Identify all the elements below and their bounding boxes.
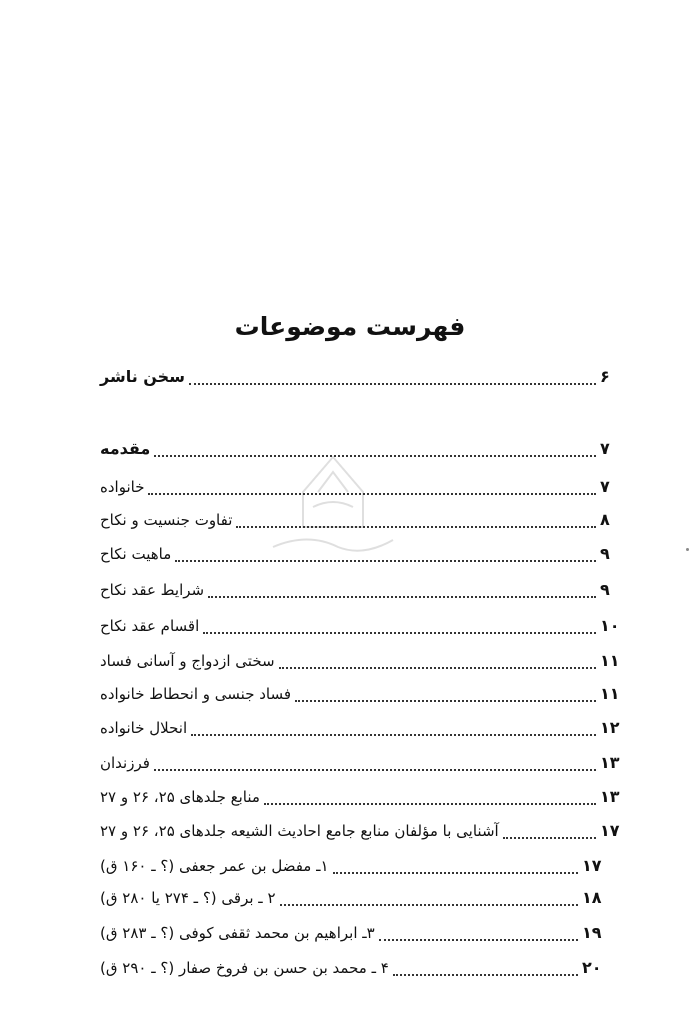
toc-entry-page: ۱۸ (582, 888, 602, 907)
toc-dot-leader (503, 823, 596, 839)
toc-dot-leader (175, 546, 596, 562)
toc-entry[interactable] (100, 541, 624, 565)
toc-dot-leader (208, 582, 596, 598)
toc-dot-leader (236, 512, 596, 528)
toc-entry-title: ۲ ـ برقی (؟ ـ ۲۷۴ یا ۲۸۰ ق) (100, 889, 276, 907)
toc-dot-leader (154, 441, 596, 457)
toc-dot-leader (191, 720, 596, 736)
toc-entry-page: ۹ (600, 580, 610, 599)
toc-entry-title: سختی ازدواج و آسانی فساد (100, 652, 275, 670)
toc-entry-title: مقدمه (100, 439, 151, 458)
toc-dot-leader (295, 686, 596, 702)
toc-entry[interactable] (100, 681, 624, 705)
toc-entry-title: خانواده (100, 478, 145, 496)
toc-entry-page: ۱۹ (582, 923, 602, 942)
toc-entry[interactable] (100, 784, 624, 808)
toc-entry[interactable] (100, 955, 606, 979)
toc-entry-page: ۷ (600, 477, 610, 496)
toc-entry-title: ماهیت نکاح (100, 545, 172, 563)
toc-entry-title: ۴ ـ محمد بن حسن بن فروخ صفار (؟ ـ ۲۹۰ ق) (100, 959, 389, 977)
toc-entry-title: فساد جنسی و انحطاط خانواده (100, 685, 292, 703)
toc-entry-title: تفاوت جنسیت و نکاح (100, 511, 233, 529)
toc-dot-leader (189, 369, 596, 385)
toc-entry[interactable] (100, 715, 624, 739)
toc-entry[interactable] (100, 885, 606, 909)
toc-entry[interactable] (100, 364, 624, 388)
toc-entry-title: اقسام عقد نکاح (100, 617, 200, 635)
toc-entry-title: انحلال خانواده (100, 719, 188, 737)
toc-dot-leader (154, 755, 596, 771)
toc-entry[interactable] (100, 750, 624, 774)
toc-entry-page: ۹ (600, 544, 610, 563)
toc-dot-leader (148, 479, 596, 495)
toc-dot-leader (280, 890, 578, 906)
toc-dot-leader (279, 653, 596, 669)
toc-entry[interactable] (100, 436, 624, 460)
toc-entry-title: سخن ناشر (100, 367, 185, 386)
toc-entry-title: آشنایی با مؤلفان منابع جامع احادیث الشیعه جلدهای ۲۵، ۲۶ و ۲۷ (100, 822, 499, 840)
toc-entry-page: ۱۳ (600, 787, 620, 806)
toc-entry-page: ۱۷ (600, 821, 620, 840)
toc-entry-page: ۸ (600, 510, 610, 529)
toc-dot-leader (264, 789, 596, 805)
toc-entry-title: منابع جلدهای ۲۵، ۲۶ و ۲۷ (100, 788, 260, 806)
toc-entry[interactable] (100, 648, 624, 672)
toc-dot-leader (393, 960, 578, 976)
toc-entry-page: ۱۰ (600, 616, 620, 635)
toc-entry[interactable] (100, 818, 624, 842)
toc-entry-page: ۲۰ (582, 958, 602, 977)
toc-entry-page: ۱۲ (600, 718, 620, 737)
page-title: فهرست موضوعات (234, 312, 466, 341)
toc-entry-title: ۳ـ ابراهیم بن محمد ثقفی کوفی (؟ ـ ۲۸۳ ق) (100, 924, 375, 942)
toc-entry[interactable] (100, 577, 624, 601)
toc-entry-page: ۱۳ (600, 753, 620, 772)
toc-entry-title: ۱ـ مفضل بن عمر جعفی (؟ ـ ۱۶۰ ق) (100, 857, 329, 875)
toc-entry-title: فرزندان (100, 754, 150, 772)
toc-entry[interactable] (100, 474, 624, 498)
toc-entry[interactable] (100, 920, 606, 944)
toc-entry[interactable] (100, 507, 624, 531)
toc-entry-page: ۱۱ (600, 684, 620, 703)
toc-entry-title: شرایط عقد نکاح (100, 581, 205, 599)
toc-entry-page: ۷ (600, 439, 610, 458)
toc-entry-page: ۱۱ (600, 651, 620, 670)
toc-dot-leader (203, 618, 596, 634)
toc-dot-leader (379, 925, 578, 941)
toc-dot-leader (333, 858, 578, 874)
toc-entry-page: ۱۷ (582, 856, 602, 875)
toc-entry-page: ۶ (600, 367, 610, 386)
toc-entry[interactable] (100, 853, 606, 877)
toc-entry[interactable] (100, 613, 624, 637)
